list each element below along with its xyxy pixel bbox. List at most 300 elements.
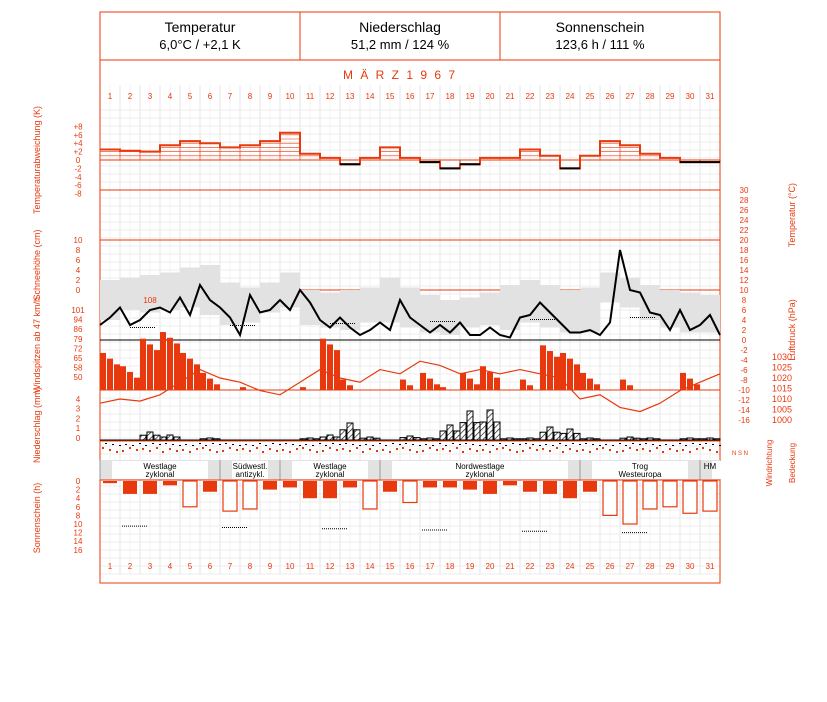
wind-direction-mark [482, 449, 484, 451]
temperature-axis-label: Temperatur (°C) [787, 182, 797, 248]
wind-tick: 94 [73, 315, 83, 325]
wind-peak-bar [527, 385, 533, 390]
temperature-tick: 18 [739, 246, 749, 255]
temperature-range-band [260, 283, 280, 313]
cloud-cover-mark [332, 443, 334, 444]
pressure-tick: 1010 [771, 394, 793, 404]
wind-direction-mark [176, 450, 178, 452]
wind-direction-mark [489, 451, 491, 453]
wind-direction-mark [716, 451, 718, 453]
wind-direction-mark [662, 451, 664, 453]
wind-peak-bar [467, 379, 473, 390]
cloud-cover-mark [465, 443, 467, 444]
sunshine-bar-outline [243, 481, 257, 509]
cloud-cover-mark [212, 443, 214, 444]
cloud-cover-mark [132, 445, 134, 446]
wind-direction-mark [416, 451, 418, 453]
cloud-cover-mark [292, 444, 294, 445]
wind-direction-mark [696, 448, 698, 450]
wind-peak-bar [620, 380, 626, 390]
wind-direction-mark [529, 447, 531, 449]
wind-peak-bar [180, 353, 186, 390]
sunshine-bar-outline [643, 481, 657, 509]
sunshine-bar-outline [403, 481, 417, 503]
sunshine-bar [423, 481, 437, 487]
wind-direction-mark [309, 449, 311, 451]
temperature-range-band [100, 280, 120, 320]
cloud-cover-mark [412, 444, 414, 445]
weather-type-sub: zyklonal [145, 470, 175, 479]
cloud-cover-mark [185, 444, 187, 445]
day-number-bottom: 28 [645, 562, 655, 571]
wind-direction-mark [329, 447, 331, 449]
precip-tick: 0 [75, 433, 81, 443]
temperature-tick: -10 [738, 386, 750, 395]
sunshine-tick: 10 [73, 520, 83, 529]
day-number-bottom: 18 [445, 562, 455, 571]
cloud-cover-mark [512, 443, 514, 444]
temperature-range-band [400, 288, 420, 328]
wind-peak-bar [167, 338, 173, 390]
wind-peak-bar [487, 372, 493, 390]
day-number-bottom: 11 [305, 562, 315, 571]
cloud-cover-mark [159, 444, 161, 445]
weather-type-name: Trog [631, 462, 649, 471]
cloud-cover-mark [679, 443, 681, 444]
cloud-cover-mark [299, 445, 301, 446]
wind-direction-mark [442, 448, 444, 450]
sunshine-bar-outline [603, 481, 617, 515]
wind-peak-bar [327, 344, 333, 390]
precip-tick: 2 [75, 414, 81, 424]
cloud-cover-mark [372, 445, 374, 446]
sunshine-bar [503, 481, 517, 485]
day-number-bottom: 8 [247, 562, 253, 571]
wind-peak-bar [207, 379, 213, 390]
wind-direction-mark [202, 447, 204, 449]
precip-bar [340, 430, 346, 440]
wind-tick: 86 [73, 325, 83, 335]
sunshine-tick: 12 [73, 528, 83, 538]
temp-anomaly-tick: 0 [75, 156, 81, 165]
wind-peak-bar [154, 350, 160, 390]
wind-peak-bar [420, 373, 426, 390]
wind-direction-mark [169, 448, 171, 450]
cloud-cover-mark [652, 444, 654, 445]
temp-anomaly-tick: -6 [74, 181, 82, 191]
wind-direction-mark [189, 451, 191, 453]
pressure-tick: 1030 [771, 352, 793, 362]
wind-peak-bar [114, 364, 120, 390]
day-number-top: 5 [187, 92, 193, 101]
wind-direction-mark [116, 451, 118, 453]
wind-direction-mark [376, 450, 378, 452]
temperature-tick: -6 [740, 366, 748, 375]
weather-type-name: HM [703, 462, 717, 471]
wind-direction-mark [669, 448, 671, 450]
wind-direction-mark [569, 448, 571, 450]
cloud-cover-mark [592, 444, 594, 445]
sunshine-bar-outline [663, 481, 677, 507]
wind-direction-mark [182, 449, 184, 451]
weather-type-name: Westlage [313, 462, 347, 471]
wind-direction-mark [596, 448, 598, 450]
precip-tick: 1 [75, 424, 81, 434]
day-number-bottom: 21 [505, 562, 515, 571]
cloud-cover-mark [192, 445, 194, 446]
temperature-value: 6,0°C / +2,1 K [159, 37, 241, 52]
cloud-cover-mark [445, 445, 447, 446]
day-number-bottom: 17 [425, 562, 435, 571]
temperature-tick: 6 [741, 306, 747, 315]
snow-tick: 6 [75, 256, 81, 265]
day-number-bottom: 6 [207, 562, 213, 571]
wind-direction-mark [496, 448, 498, 450]
wind-tick: 79 [73, 334, 83, 344]
sunshine-bar [283, 481, 297, 487]
cloud-cover-mark [632, 443, 634, 444]
temperature-range-band [140, 275, 160, 313]
day-number-top: 7 [227, 92, 233, 101]
day-number-bottom: 16 [405, 562, 415, 571]
day-number-bottom: 2 [127, 562, 133, 571]
precip-bar [407, 436, 413, 440]
cloud-cover-mark [459, 444, 461, 445]
wind-peak-bar [407, 385, 413, 390]
wind-direction-mark [389, 451, 391, 453]
cloud-cover-mark [479, 445, 481, 446]
temperature-range-band [580, 288, 600, 333]
wind-peak-bar [134, 378, 140, 390]
cloud-cover-mark [285, 443, 287, 444]
day-number-bottom: 29 [665, 562, 675, 571]
wind-direction-mark [242, 448, 244, 450]
cloud-cover-mark [225, 443, 227, 444]
sunshine-bar [563, 481, 577, 498]
wind-direction-mark [276, 450, 278, 452]
sunshine-bar [483, 481, 497, 494]
cloud-cover-mark [379, 443, 381, 444]
sunshine-title: Sonnenschein [555, 19, 645, 35]
weather-type-name: Westlage [143, 462, 177, 471]
wind-direction-mark [402, 447, 404, 449]
cloud-cover-mark [619, 443, 621, 444]
wind-direction-mark [609, 449, 611, 451]
wind-direction-mark [336, 449, 338, 451]
sunshine-bar [303, 481, 317, 498]
precip-bar [347, 423, 353, 440]
wind-direction-mark [196, 448, 198, 450]
cloud-cover-mark [112, 444, 114, 445]
day-number-bottom: 23 [545, 562, 555, 571]
day-number-top: 22 [525, 92, 535, 101]
temperature-title: Temperatur [164, 19, 236, 35]
wind-direction-mark [622, 450, 624, 452]
day-number-bottom: 27 [625, 562, 635, 571]
wind-direction-mark [256, 447, 258, 449]
cloud-cover-mark [552, 445, 554, 446]
cloud-cover-mark [365, 444, 367, 445]
sunshine-bar [463, 481, 477, 490]
cloud-cover-mark [525, 443, 527, 444]
cloud-cover-mark [719, 445, 721, 446]
cloud-cover-mark [345, 443, 347, 444]
day-number-top: 6 [207, 92, 213, 101]
precip-axis-label: Niederschlag (mm) [32, 386, 42, 464]
temperature-tick: -8 [740, 376, 748, 385]
day-number-top: 3 [147, 92, 153, 101]
day-number-bottom: 14 [365, 562, 375, 571]
wind-peak-bar [440, 387, 446, 390]
day-number-top: 2 [127, 92, 133, 101]
cloud-cover-mark [565, 445, 567, 446]
wind-direction-mark [462, 451, 464, 453]
wind-peak-bar [680, 373, 686, 390]
sunshine-bar [383, 481, 397, 492]
temperature-range-band [120, 278, 140, 311]
cloud-cover-mark [499, 443, 501, 444]
snow-tick: 2 [75, 276, 81, 285]
precip-bar [540, 432, 546, 440]
wind-peak-bar [147, 344, 153, 390]
day-number-bottom: 19 [465, 562, 475, 571]
sunshine-bar [343, 481, 357, 487]
cloud-cover-mark [172, 444, 174, 445]
wind-direction-mark [509, 449, 511, 451]
wind-direction-mark [302, 447, 304, 449]
wind-peak-bar [200, 373, 206, 390]
day-number-top: 14 [365, 92, 375, 101]
cloud-cover-mark [672, 445, 674, 446]
wind-tick: 72 [73, 344, 83, 354]
cloud-cover-mark [199, 443, 201, 444]
weather-type-sub: zyklonal [315, 470, 345, 479]
precip-bar [154, 435, 160, 440]
cloud-cover-mark [139, 443, 141, 444]
wind-peak-bar [580, 373, 586, 390]
cloud-cover-mark [405, 443, 407, 444]
cloud-cover-mark [179, 445, 181, 446]
wind-direction-mark [382, 449, 384, 451]
wind-peak-bar [540, 345, 546, 390]
temperature-tick: -12 [738, 396, 750, 405]
wind-direction-mark [436, 449, 438, 451]
day-number-top: 11 [305, 92, 315, 101]
wind-tick: 65 [73, 354, 83, 363]
sunshine-bar [323, 481, 337, 498]
wind-direction-mark [216, 451, 218, 453]
cloud-cover-mark [639, 444, 641, 445]
wind-peak-bar [120, 366, 126, 390]
cloud-cover-mark [539, 445, 541, 446]
temp-anomaly-tick: +6 [73, 130, 83, 140]
precip-bar [487, 410, 493, 440]
temperature-tick: 24 [739, 216, 749, 225]
wind-tick: 101 [71, 306, 85, 315]
day-number-top: 17 [425, 92, 435, 101]
cloud-cover-mark [485, 444, 487, 445]
sunshine-bar [203, 481, 217, 492]
temperature-tick: 8 [741, 296, 747, 305]
precip-bar [454, 431, 460, 440]
wind-peak-bar [320, 339, 326, 390]
precip-bar [480, 422, 486, 440]
cloud-cover-mark [705, 443, 707, 444]
wind-peak-bar [694, 384, 700, 390]
wind-peak-bar [300, 387, 306, 390]
temperature-tick: 12 [739, 276, 749, 285]
snow-tick: 10 [73, 236, 83, 245]
sunshine-tick: 0 [75, 477, 81, 486]
cloud-cover-mark [359, 445, 361, 446]
precip-bar [560, 433, 566, 440]
cloud-cover-mark [612, 445, 614, 446]
wind-direction-mark [476, 450, 478, 452]
wind-direction-mark [269, 448, 271, 450]
wind-peak-bar [334, 350, 340, 390]
temp-anomaly-tick: +8 [73, 122, 83, 132]
sunshine-tick: 8 [75, 511, 81, 521]
cloud-cover-mark [645, 443, 647, 444]
day-number-top: 4 [167, 92, 173, 101]
cloud-cover-mark [252, 445, 254, 446]
day-number-top: 19 [465, 92, 475, 101]
day-number-bottom: 24 [565, 562, 575, 571]
wind-peak-bar [340, 380, 346, 390]
temperature-tick: 14 [739, 266, 749, 275]
wind-direction-mark [456, 447, 458, 449]
cloud-cover-mark [439, 443, 441, 444]
day-number-bottom: 26 [605, 562, 615, 571]
day-number-top: 29 [665, 92, 675, 101]
wind-direction-mark [656, 447, 658, 449]
wind-direction-mark [602, 447, 604, 449]
wind-dir-ticks: N S N [731, 451, 749, 457]
cloud-cover-mark [572, 443, 574, 444]
precipitation-title: Niederschlag [359, 19, 441, 35]
pressure-tick: 1015 [771, 383, 793, 394]
wind-direction-mark [369, 448, 371, 450]
sunshine-bar-outline [623, 481, 637, 524]
day-number-top: 1 [107, 92, 113, 101]
wind-direction-mark [136, 449, 138, 451]
day-number-top: 23 [545, 92, 555, 101]
precip-bar [354, 430, 360, 440]
day-number-top: 21 [505, 92, 515, 101]
wind-peak-bar [194, 364, 200, 390]
temperature-tick: 2 [741, 326, 747, 335]
wind-direction-mark [289, 451, 291, 453]
cloud-cover-mark [392, 443, 394, 444]
pressure-tick: 1025 [771, 362, 793, 373]
temperature-tick: 0 [741, 336, 747, 345]
sunshine-bar-outline [223, 481, 237, 511]
wind-direction-axis-label: Windrichtung [765, 439, 774, 487]
cloud-cover-mark [272, 443, 274, 444]
day-number-top: 18 [445, 92, 455, 101]
cloud-cover-mark [165, 443, 167, 444]
cloud-cover-mark [532, 444, 534, 445]
sunshine-bar-outline [683, 481, 697, 513]
temperature-range-band [440, 300, 460, 335]
day-number-top: 20 [485, 92, 495, 101]
cloud-cover-mark [385, 445, 387, 446]
wind-direction-mark [122, 450, 124, 452]
sunshine-value: 123,6 h / 111 % [555, 37, 645, 52]
wind-direction-mark [589, 451, 591, 453]
cloud-cover-mark [232, 444, 234, 445]
sunshine-tick: 16 [73, 545, 83, 555]
weather-type-sub: antizykl. [235, 470, 265, 479]
day-number-bottom: 15 [385, 562, 395, 571]
wind-direction-mark [642, 448, 644, 450]
header-sunshine [500, 12, 700, 60]
wind-direction-mark [102, 447, 104, 449]
cloud-cover-mark [245, 444, 247, 445]
cloud-cover-mark [352, 444, 354, 445]
wind-direction-mark [249, 450, 251, 452]
wind-direction-mark [222, 450, 224, 452]
wind-direction-mark [689, 451, 691, 453]
wind-peak-bar [107, 359, 113, 390]
cloud-cover-mark [105, 443, 107, 444]
precip-bar [494, 422, 500, 440]
sunshine-bar [103, 481, 117, 483]
temperature-tick: 16 [739, 256, 749, 265]
header-precipitation [300, 12, 500, 60]
wind-peak-bar [427, 379, 433, 390]
precip-bar [574, 433, 580, 440]
day-number-top: 15 [385, 92, 395, 101]
cloud-cover-mark [559, 443, 561, 444]
sunshine-bar [443, 481, 457, 487]
day-number-bottom: 10 [285, 562, 295, 571]
pressure-axis-label: Luftdruck (hPa) [787, 299, 797, 361]
day-number-top: 9 [267, 92, 273, 101]
cloud-cover-mark [125, 444, 127, 445]
cloud-cover-mark [425, 444, 427, 445]
day-number-bottom: 22 [525, 562, 535, 571]
wind-peak-bar [567, 359, 573, 390]
wind-peak-bar [554, 357, 560, 390]
wind-direction-mark [109, 449, 111, 451]
wind-direction-mark [142, 448, 144, 450]
day-number-bottom: 12 [325, 562, 335, 571]
temperature-tick: 26 [739, 206, 749, 215]
day-number-top: 24 [565, 92, 575, 101]
precip-bar [327, 435, 333, 440]
precip-bar [554, 432, 560, 440]
wind-direction-mark [636, 449, 638, 451]
cloud-cover-mark [472, 444, 474, 445]
weather-type-sub: zyklonal [465, 470, 495, 479]
cloud-cover-axis-label: Bedeckung [788, 442, 797, 484]
wind-direction-mark [362, 451, 364, 453]
cloud-cover-mark [205, 445, 207, 446]
wind-direction-mark [296, 448, 298, 450]
temp-anomaly-tick: -8 [74, 189, 82, 199]
cloud-cover-mark [452, 443, 454, 444]
sunshine-bar [263, 481, 277, 490]
wind-direction-mark [282, 449, 284, 451]
wind-direction-mark [502, 447, 504, 449]
cloud-cover-mark [665, 444, 667, 445]
wind-direction-mark [516, 451, 518, 453]
wind-direction-mark [316, 451, 318, 453]
wind-direction-mark [209, 449, 211, 451]
day-number-bottom: 5 [187, 562, 193, 571]
wind-direction-mark [149, 450, 151, 452]
